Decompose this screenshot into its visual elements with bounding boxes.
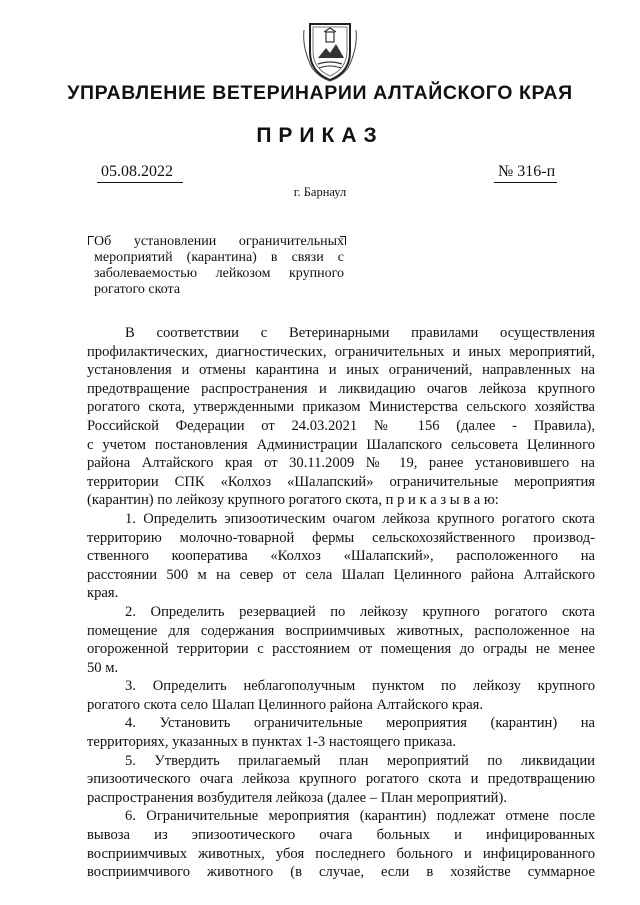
body-line: 50 м. (87, 659, 119, 676)
document-city: г. Барнаул (293, 185, 347, 199)
body-line: восприимчивых животных, убоя последнего больного и инфицированного (87, 845, 595, 862)
body-line: рогатого скота село Шалап Целинного района Алтайского края. (87, 696, 484, 713)
body-line: (карантин) по лейкозу крупного рогатого скота, п р и к а з ы в а ю: (87, 492, 499, 509)
body-line: огороженной территории с расстоянием от помещения до ограды не менее (87, 641, 595, 658)
body-line: территории СПК «Колхоз «Шалапский» ограничительные мероприятия (87, 473, 595, 490)
body-line: территорию молочно-товарной фермы сельскохозяйственного производ- (87, 529, 595, 546)
body-line: территориях, указанных в пунктах 1-3 настоящего приказа. (87, 734, 456, 751)
body-line: с учетом постановления Администрации Шалапского сельсовета Целинного (87, 436, 595, 453)
body-line: распространения возбудителя лейкоза (далее – План мероприятий). (87, 789, 507, 806)
body-line: 1. Определить эпизоотическим очагом лейкоза крупного рогатого скота (125, 510, 595, 527)
document-date: 05.08.2022 (97, 163, 183, 183)
subject-line: Об установлении ограничительных (94, 234, 344, 249)
body-line: восприимчивого животного (в случае, если в хозяйстве суммарное (87, 864, 595, 881)
document-body (87, 324, 595, 882)
document-number: № 316-п (494, 163, 557, 183)
body-line: помещение для содержания восприимчивых животных, расположенное на (87, 622, 595, 639)
body-line: района Алтайского края от 30.11.2009 № 19, ранее установившего на (87, 455, 595, 472)
body-line: профилактических, диагностических, ограничительных и иных мероприятий, (87, 343, 595, 360)
body-line: эпизоотического очага лейкоза крупного рогатого скота и предотвращению (87, 771, 595, 788)
document-subject (94, 234, 344, 298)
body-line: вывоза из эпизоотического очага больных и инфицированных (87, 827, 595, 844)
body-line: края. (87, 585, 119, 602)
body-line: 2. Определить резервацией по лейкозу крупного рогатого скота (125, 603, 595, 620)
body-line: 3. Определить неблагополучным пунктом по лейкозу крупного (125, 678, 595, 695)
body-line: ственного кооператива «Колхоз «Шалапский», расположенного на (87, 548, 595, 565)
body-line: 4. Установить ограничительные мероприятия (карантин) на (125, 715, 595, 732)
document-type: ПРИКАЗ (256, 124, 384, 147)
subject-line: рогатого скота (94, 282, 181, 297)
body-line: В соответствии с Ветеринарными правилами осуществления (125, 325, 595, 341)
altai-krai-coat-of-arms-icon (300, 18, 360, 82)
subject-line: мероприятий (карантина) в связи с (94, 250, 344, 265)
organization-title: УПРАВЛЕНИЕ ВЕТЕРИНАРИИ АЛТАЙСКОГО КРАЯ (67, 82, 573, 104)
body-line: расстоянии 500 м на север от села Шалап Целинного района Алтайского (87, 566, 595, 583)
body-line: предотвращение распространения и ликвидацию очагов лейкоза крупного (87, 380, 595, 397)
body-line: установления и отмены карантина и иных ограничений, направленных на (87, 362, 595, 379)
body-line: 6. Ограничительные мероприятия (карантин) подлежат отмене после (125, 808, 595, 825)
body-line: Российской Федерации от 24.03.2021 № 156 (далее - Правила), (87, 417, 595, 434)
body-line: 5. Утвердить прилагаемый план мероприятий по ликвидации (125, 752, 595, 769)
body-line: рогатого скота, утвержденными приказом Министерства сельского хозяйства (87, 399, 595, 416)
subject-line: заболеваемостью лейкозом крупного (94, 266, 344, 281)
